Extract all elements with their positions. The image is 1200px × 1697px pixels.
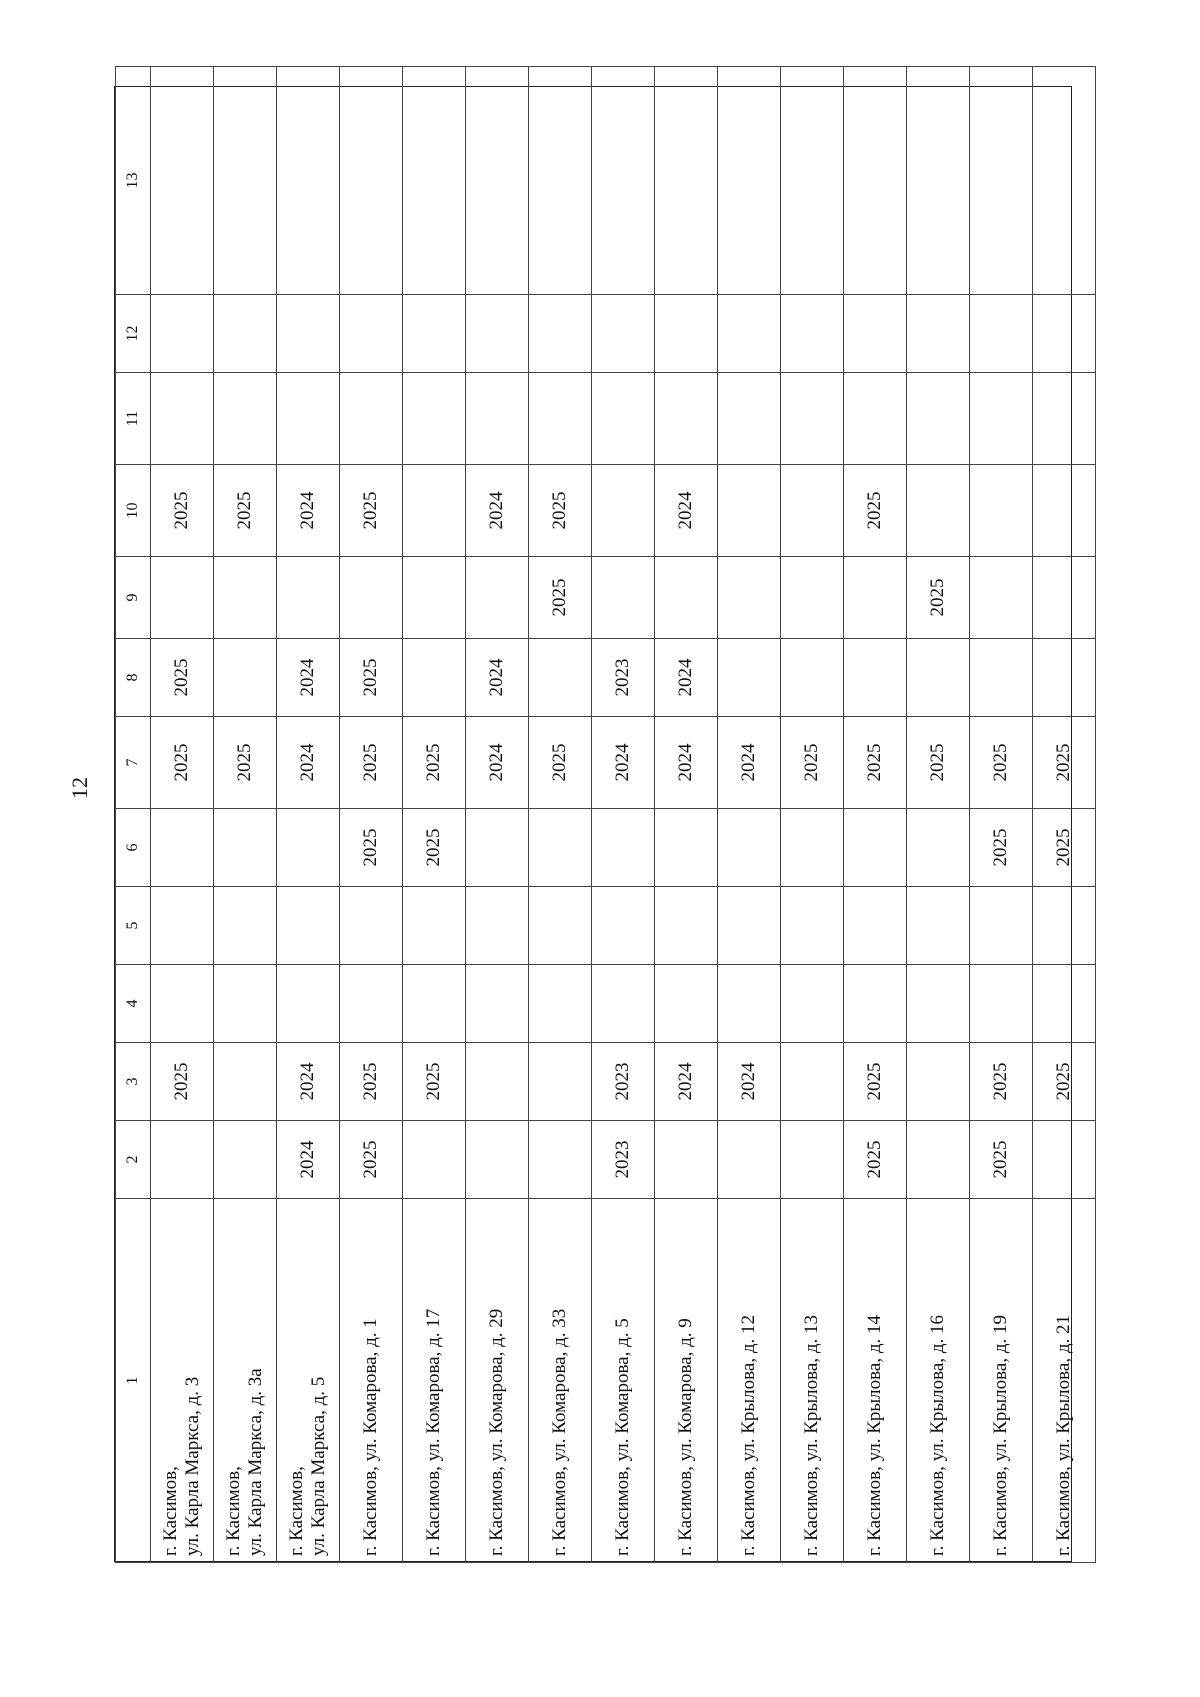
year-cell <box>592 67 655 295</box>
address-cell: г. Касимов, ул. Карла Маркса, д. 3а <box>214 1199 277 1563</box>
year-cell <box>466 373 529 465</box>
year-cell <box>529 809 592 887</box>
year-cell: 2024 <box>592 717 655 809</box>
year-cell <box>151 67 214 295</box>
year-cell <box>781 465 844 557</box>
address-cell: г. Касимов, ул. Комарова, д. 17 <box>403 1199 466 1563</box>
table-row <box>718 67 781 1563</box>
address-cell: г. Касимов, ул. Комарова, д. 29 <box>466 1199 529 1563</box>
year-cell <box>844 965 907 1043</box>
year-cell <box>655 67 718 295</box>
year-cell <box>1033 1121 1096 1199</box>
year-cell <box>340 965 403 1043</box>
year-cell <box>214 1121 277 1199</box>
table-row <box>907 67 970 1563</box>
year-cell <box>655 295 718 373</box>
year-cell: 2024 <box>277 1043 340 1121</box>
year-cell: 2025 <box>970 1043 1033 1121</box>
year-cell: 2025 <box>844 465 907 557</box>
table-row <box>529 67 592 1563</box>
year-cell <box>907 809 970 887</box>
year-cell: 2023 <box>592 1121 655 1199</box>
year-cell: 2025 <box>1033 809 1096 887</box>
year-cell: 2025 <box>340 639 403 717</box>
year-cell: 2023 <box>592 1043 655 1121</box>
year-cell <box>214 295 277 373</box>
year-cell: 2025 <box>151 465 214 557</box>
year-cell <box>655 965 718 1043</box>
year-cell <box>844 373 907 465</box>
year-cell <box>592 557 655 639</box>
year-cell <box>1033 295 1096 373</box>
year-cell <box>214 1043 277 1121</box>
column-header: 13 <box>116 67 151 295</box>
year-cell <box>529 887 592 965</box>
year-cell <box>655 809 718 887</box>
year-cell <box>277 67 340 295</box>
year-cell <box>277 373 340 465</box>
table-row <box>655 67 718 1563</box>
year-cell <box>970 557 1033 639</box>
year-cell <box>781 67 844 295</box>
year-cell <box>466 965 529 1043</box>
year-cell: 2025 <box>340 809 403 887</box>
address-cell: г. Касимов, ул. Карла Маркса, д. 3 <box>151 1199 214 1563</box>
year-cell: 2025 <box>1033 717 1096 809</box>
year-cell <box>781 295 844 373</box>
year-cell <box>277 965 340 1043</box>
year-cell <box>718 1121 781 1199</box>
year-cell <box>907 295 970 373</box>
year-cell <box>592 809 655 887</box>
address-cell: г. Касимов, ул. Крылова, д. 19 <box>970 1199 1033 1563</box>
year-cell <box>277 295 340 373</box>
year-cell: 2025 <box>403 809 466 887</box>
year-cell <box>844 295 907 373</box>
year-cell <box>844 639 907 717</box>
column-header: 6 <box>116 809 151 887</box>
year-cell: 2025 <box>907 557 970 639</box>
year-cell <box>403 67 466 295</box>
year-cell <box>1033 557 1096 639</box>
year-cell <box>529 1043 592 1121</box>
column-header: 9 <box>116 557 151 639</box>
year-cell: 2025 <box>151 639 214 717</box>
year-cell <box>277 887 340 965</box>
year-cell: 2024 <box>466 465 529 557</box>
year-cell: 2025 <box>844 717 907 809</box>
year-cell <box>1033 373 1096 465</box>
year-cell <box>151 809 214 887</box>
year-cell <box>466 1121 529 1199</box>
year-cell <box>466 1043 529 1121</box>
year-cell <box>844 557 907 639</box>
year-cell: 2025 <box>907 717 970 809</box>
year-cell: 2024 <box>655 465 718 557</box>
address-cell: г. Касимов, ул. Комарова, д. 1 <box>340 1199 403 1563</box>
table-row <box>1033 67 1096 1563</box>
year-cell <box>592 295 655 373</box>
year-cell <box>592 965 655 1043</box>
year-cell <box>970 887 1033 965</box>
year-cell <box>466 557 529 639</box>
year-cell <box>907 1043 970 1121</box>
year-cell <box>403 887 466 965</box>
year-cell <box>970 373 1033 465</box>
table-row <box>277 67 340 1563</box>
year-cell <box>907 887 970 965</box>
repair-schedule-table <box>115 66 1096 1563</box>
year-cell: 2025 <box>340 717 403 809</box>
year-cell <box>214 373 277 465</box>
address-cell: г. Касимов, ул. Комарова, д. 5 <box>592 1199 655 1563</box>
address-cell: г. Касимов, ул. Крылова, д. 14 <box>844 1199 907 1563</box>
address-cell: г. Касимов, ул. Комарова, д. 9 <box>655 1199 718 1563</box>
year-cell <box>151 557 214 639</box>
year-cell <box>529 295 592 373</box>
year-cell <box>970 295 1033 373</box>
year-cell <box>529 639 592 717</box>
table-row <box>781 67 844 1563</box>
year-cell: 2025 <box>529 717 592 809</box>
year-cell <box>718 639 781 717</box>
table-row <box>340 67 403 1563</box>
year-cell <box>718 557 781 639</box>
year-cell: 2025 <box>844 1043 907 1121</box>
year-cell: 2024 <box>718 1043 781 1121</box>
year-cell <box>1033 639 1096 717</box>
table-header-row <box>116 67 151 1563</box>
year-cell: 2024 <box>466 717 529 809</box>
table-row <box>970 67 1033 1563</box>
year-cell <box>1033 965 1096 1043</box>
address-cell: г. Касимов, ул. Комарова, д. 33 <box>529 1199 592 1563</box>
column-header: 5 <box>116 887 151 965</box>
year-cell <box>844 67 907 295</box>
year-cell: 2024 <box>655 717 718 809</box>
year-cell <box>781 809 844 887</box>
year-cell <box>1033 67 1096 295</box>
year-cell: 2025 <box>844 1121 907 1199</box>
year-cell <box>718 887 781 965</box>
year-cell <box>655 887 718 965</box>
year-cell <box>718 965 781 1043</box>
year-cell: 2025 <box>214 465 277 557</box>
year-cell: 2025 <box>970 1121 1033 1199</box>
repair-schedule-table-container <box>114 86 1075 1562</box>
column-header: 3 <box>116 1043 151 1121</box>
year-cell <box>781 373 844 465</box>
year-cell <box>907 1121 970 1199</box>
year-cell <box>466 67 529 295</box>
year-cell <box>781 887 844 965</box>
page-number: 12 <box>67 777 92 799</box>
year-cell <box>781 639 844 717</box>
year-cell <box>214 965 277 1043</box>
year-cell <box>592 373 655 465</box>
year-cell <box>340 373 403 465</box>
year-cell: 2025 <box>214 717 277 809</box>
year-cell: 2025 <box>340 465 403 557</box>
year-cell <box>907 639 970 717</box>
year-cell <box>1033 887 1096 965</box>
year-cell: 2024 <box>277 1121 340 1199</box>
year-cell: 2024 <box>655 639 718 717</box>
year-cell <box>529 373 592 465</box>
year-cell <box>655 1121 718 1199</box>
table-row <box>151 67 214 1563</box>
year-cell <box>718 373 781 465</box>
year-cell <box>151 373 214 465</box>
year-cell <box>403 373 466 465</box>
year-cell <box>403 465 466 557</box>
address-cell: г. Касимов, ул. Крылова, д. 12 <box>718 1199 781 1563</box>
table-row <box>214 67 277 1563</box>
column-header: 2 <box>116 1121 151 1199</box>
year-cell <box>970 67 1033 295</box>
year-cell <box>151 1121 214 1199</box>
year-cell <box>907 373 970 465</box>
year-cell <box>340 887 403 965</box>
year-cell <box>403 295 466 373</box>
year-cell: 2025 <box>529 465 592 557</box>
year-cell <box>718 465 781 557</box>
table-row <box>592 67 655 1563</box>
year-cell <box>781 557 844 639</box>
year-cell <box>718 67 781 295</box>
year-cell: 2024 <box>277 639 340 717</box>
year-cell <box>781 1121 844 1199</box>
year-cell <box>1033 465 1096 557</box>
year-cell <box>592 887 655 965</box>
column-header: 10 <box>116 465 151 557</box>
year-cell: 2024 <box>277 465 340 557</box>
year-cell <box>907 67 970 295</box>
year-cell: 2024 <box>277 717 340 809</box>
year-cell: 2025 <box>340 1043 403 1121</box>
year-cell <box>214 809 277 887</box>
column-header: 4 <box>116 965 151 1043</box>
column-header: 7 <box>116 717 151 809</box>
address-cell: г. Касимов, ул. Крылова, д. 13 <box>781 1199 844 1563</box>
year-cell <box>466 295 529 373</box>
table-row <box>403 67 466 1563</box>
column-header: 8 <box>116 639 151 717</box>
year-cell <box>214 67 277 295</box>
year-cell: 2025 <box>1033 1043 1096 1121</box>
year-cell <box>151 965 214 1043</box>
year-cell: 2025 <box>403 717 466 809</box>
year-cell: 2024 <box>655 1043 718 1121</box>
year-cell <box>277 557 340 639</box>
year-cell <box>403 639 466 717</box>
address-cell: г. Касимов, ул. Крылова, д. 16 <box>907 1199 970 1563</box>
address-cell: г. Касимов, ул. Карла Маркса, д. 5 <box>277 1199 340 1563</box>
year-cell: 2024 <box>466 639 529 717</box>
year-cell <box>403 1121 466 1199</box>
year-cell <box>655 373 718 465</box>
year-cell <box>340 295 403 373</box>
column-header: 1 <box>116 1199 151 1563</box>
year-cell <box>970 639 1033 717</box>
column-header: 12 <box>116 295 151 373</box>
address-cell: г. Касимов, ул. Крылова, д. 21 <box>1033 1199 1096 1563</box>
year-cell <box>340 67 403 295</box>
year-cell <box>781 965 844 1043</box>
year-cell <box>970 965 1033 1043</box>
year-cell <box>844 809 907 887</box>
year-cell: 2024 <box>718 717 781 809</box>
year-cell: 2025 <box>403 1043 466 1121</box>
year-cell: 2025 <box>781 717 844 809</box>
year-cell: 2023 <box>592 639 655 717</box>
year-cell <box>403 965 466 1043</box>
year-cell <box>907 965 970 1043</box>
year-cell <box>655 557 718 639</box>
year-cell <box>529 1121 592 1199</box>
year-cell <box>529 965 592 1043</box>
table-row <box>844 67 907 1563</box>
year-cell <box>970 465 1033 557</box>
year-cell: 2025 <box>970 809 1033 887</box>
year-cell: 2025 <box>151 717 214 809</box>
year-cell <box>466 809 529 887</box>
year-cell <box>214 639 277 717</box>
column-header: 11 <box>116 373 151 465</box>
year-cell <box>277 809 340 887</box>
year-cell <box>403 557 466 639</box>
year-cell: 2025 <box>151 1043 214 1121</box>
year-cell <box>214 887 277 965</box>
table-row <box>466 67 529 1563</box>
year-cell <box>844 887 907 965</box>
year-cell: 2025 <box>340 1121 403 1199</box>
year-cell <box>781 1043 844 1121</box>
year-cell <box>529 67 592 295</box>
year-cell <box>592 465 655 557</box>
year-cell <box>151 887 214 965</box>
year-cell <box>718 295 781 373</box>
year-cell <box>907 465 970 557</box>
year-cell <box>214 557 277 639</box>
year-cell <box>466 887 529 965</box>
year-cell: 2025 <box>970 717 1033 809</box>
year-cell <box>151 295 214 373</box>
year-cell <box>340 557 403 639</box>
year-cell <box>718 809 781 887</box>
year-cell: 2025 <box>529 557 592 639</box>
